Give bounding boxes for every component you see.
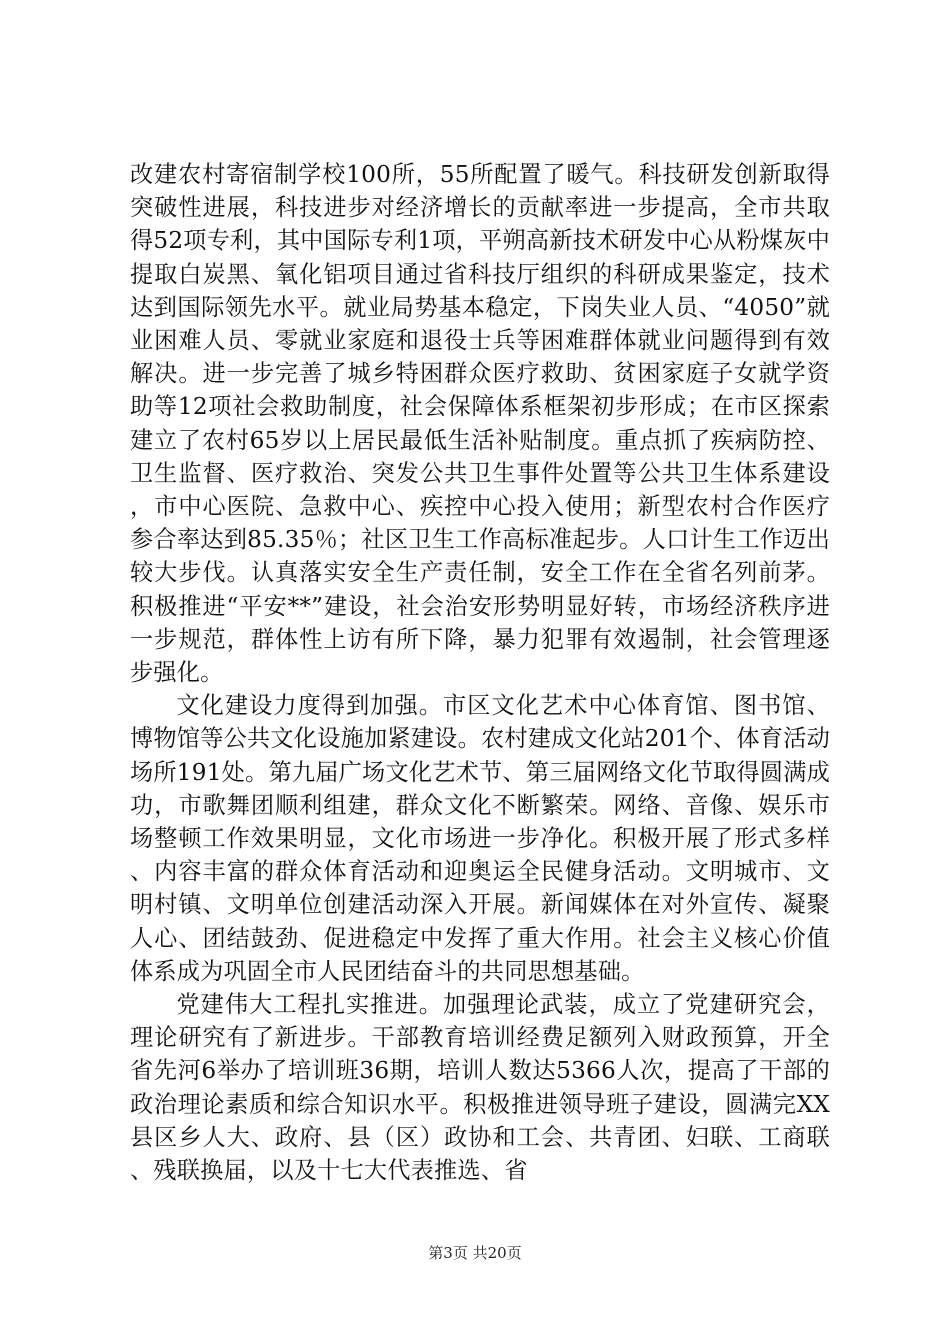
document-body	[130, 158, 830, 1187]
paragraph-culture: 文化建设力度得到加强。市区文化艺术中心体育馆、图书馆、博物馆等公共文化设施加紧建设。农村建成文化站201个、体育活动场所191处。第九届广场文化艺术节、第三届网络文化节取得圆满成功，市歌舞团顺利组建，群众文化不断繁荣。网络、音像、娱乐市场整顿工作效果明显，文化市场进一步净化。积极开展了形式多样、内容丰富的群众体育活动和迎奥运全民健身活动。文明城市、文明村镇、文明单位创建活动深入开展。新闻媒体在对外宣传、凝聚人心、团结鼓劲、促进稳定中发挥了重大作用。社会主义核心价值体系成为巩固全市人民团结奋斗的共同思想基础。	[130, 692, 830, 985]
page-footer: 第3页 共20页	[428, 1244, 522, 1262]
paragraph-party-building: 党建伟大工程扎实推进。加强理论武装，成立了党建研究会，理论研究有了新进步。干部教育培训经费足额列入财政预算，开全省先河6举办了培训班36期，培训人数达5366人次，提高了干部的政治理论素质和综合知识水平。积极推进领导班子建设，圆满完XX县区乡人大、政府、县（区）政协和工会、共青团、妇联、工商联、残联换届，以及十七大代表推选、省	[130, 991, 830, 1185]
paragraph-continuation: 改建农村寄宿制学校100所，55所配置了暖气。科技研发创新取得突破性进展，科技进步对经济增长的贡献率进一步提高，全市共取得52项专利，其中国际专利1项，平朔高新技术研发中心从粉煤灰中提取白炭黑、氧化铝项目通过省科技厅组织的科研成果鉴定，技术达到国际领先水平。就业局势基本稳定，下岗失业人员、“4050”就业困难人员、零就业家庭和退役士兵等困难群体就业问题得到有效解决。进一步完善了城乡特困群众医疗救助、贫困家庭子女就学资助等12项社会救助制度，社会保障体系框架初步形成；在市区探索建立了农村65岁以上居民最低生活补贴制度。重点抓了疾病防控、卫生监督、医疗救治、突发公共卫生事件处置等公共卫生体系建设，市中心医院、急救中心、疾控中心投入使用；新型农村合作医疗参合率达到85.35％；社区卫生工作高标准起步。人口计生工作迈出较大步伐。认真落实安全生产责任制，安全工作在全省名列前茅。积极推进“平安**”建设，社会治安形势明显好转，市场经济秩序进一步规范，群体性上访有所下降，暴力犯罪有效遏制，社会管理逐步强化。	[130, 161, 830, 687]
